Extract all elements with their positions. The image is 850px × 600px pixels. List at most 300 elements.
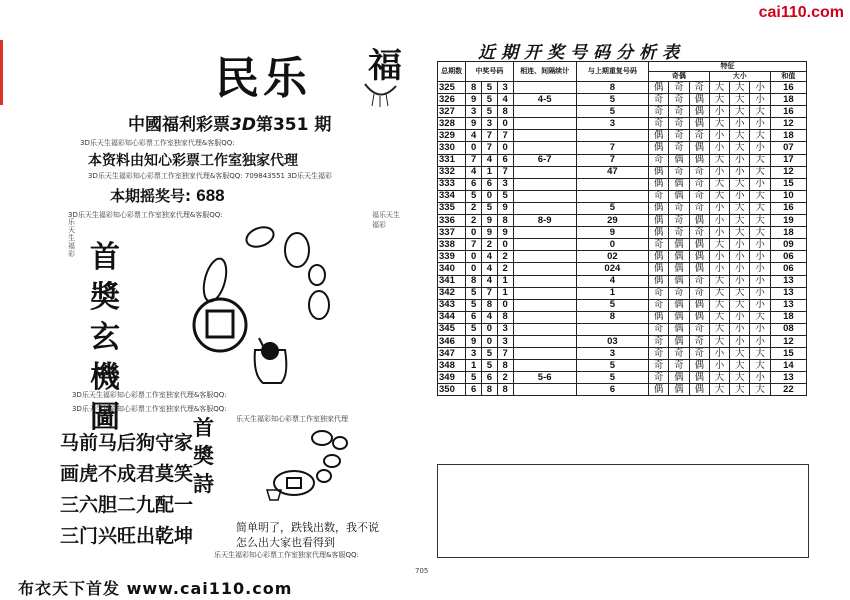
odd-even-cell: 偶 — [689, 251, 709, 263]
odd-even-cell: 偶 — [689, 299, 709, 311]
analysis-table-title: 近期开奖号码分析表 — [478, 43, 685, 63]
odd-even-cell: 偶 — [689, 142, 709, 154]
odd-even-cell: 奇 — [669, 106, 689, 118]
digit-cell: 7 — [466, 239, 482, 251]
odd-even-cell: 奇 — [669, 287, 689, 299]
digit-cell: 4 — [481, 275, 497, 287]
header-repeat: 与上期重复号码 — [576, 62, 648, 82]
poem-picture — [262, 428, 362, 508]
odd-even-cell: 偶 — [669, 299, 689, 311]
digit-cell: 2 — [466, 202, 482, 214]
table-row — [438, 106, 807, 118]
lottery-title-prefix: 中國福利彩票 — [128, 115, 230, 135]
repeat-cell: 5 — [576, 94, 648, 106]
big-small-cell: 小 — [709, 215, 729, 227]
vertical-title-char: 奬 — [90, 280, 120, 315]
big-small-cell: 大 — [750, 130, 770, 142]
table-row — [438, 94, 807, 106]
issue-cell: 344 — [438, 311, 466, 323]
odd-even-cell: 奇 — [689, 166, 709, 178]
adjacent-cell — [513, 311, 576, 323]
digit-cell: 0 — [497, 299, 513, 311]
vertical-title-char: 圖 — [90, 400, 120, 435]
table-row — [438, 360, 807, 372]
odd-even-cell: 偶 — [669, 190, 689, 202]
big-small-cell: 小 — [730, 275, 750, 287]
big-small-cell: 大 — [709, 94, 729, 106]
repeat-cell: 02 — [576, 251, 648, 263]
big-small-cell: 大 — [709, 239, 729, 251]
adjacent-cell: 5-6 — [513, 372, 576, 384]
big-small-cell: 大 — [709, 311, 729, 323]
odd-even-cell: 奇 — [648, 299, 668, 311]
adjacent-cell: 4-5 — [513, 94, 576, 106]
table-row — [438, 275, 807, 287]
digit-cell: 2 — [497, 251, 513, 263]
table-row — [438, 263, 807, 275]
digit-cell: 3 — [497, 178, 513, 190]
digit-cell: 3 — [497, 323, 513, 335]
sum-cell: 18 — [770, 227, 806, 239]
sum-cell: 13 — [770, 287, 806, 299]
digit-cell: 5 — [466, 287, 482, 299]
digit-cell: 6 — [466, 311, 482, 323]
odd-even-cell: 偶 — [648, 263, 668, 275]
empty-notes-box — [437, 464, 809, 558]
table-row — [438, 335, 807, 347]
digit-cell: 9 — [466, 94, 482, 106]
issue-cell: 330 — [438, 142, 466, 154]
odd-even-cell: 奇 — [669, 360, 689, 372]
big-small-cell: 小 — [709, 263, 729, 275]
big-small-cell: 大 — [709, 323, 729, 335]
odd-even-cell: 偶 — [648, 215, 668, 227]
odd-even-cell: 奇 — [648, 372, 668, 384]
digit-cell: 5 — [466, 299, 482, 311]
big-small-cell: 大 — [709, 299, 729, 311]
digit-cell: 3 — [497, 82, 513, 94]
odd-even-cell: 偶 — [689, 239, 709, 251]
repeat-cell: 024 — [576, 263, 648, 275]
odd-even-cell: 奇 — [669, 166, 689, 178]
adjacent-cell — [513, 239, 576, 251]
digit-cell: 0 — [466, 263, 482, 275]
adjacent-cell — [513, 275, 576, 287]
big-small-cell: 小 — [730, 251, 750, 263]
adjacent-cell — [513, 227, 576, 239]
poem-line: 马前马后狗守家 — [60, 432, 194, 454]
table-row — [438, 202, 807, 214]
odd-even-cell: 奇 — [669, 130, 689, 142]
sum-cell: 22 — [770, 384, 806, 396]
digit-cell: 2 — [497, 372, 513, 384]
bottom-brand[interactable]: 布衣天下首发 www.cai110.com — [18, 579, 293, 598]
odd-even-cell: 偶 — [648, 166, 668, 178]
sum-cell: 16 — [770, 202, 806, 214]
odd-even-cell: 奇 — [689, 190, 709, 202]
digit-cell: 5 — [497, 190, 513, 202]
odd-even-cell: 偶 — [689, 372, 709, 384]
odd-even-cell: 偶 — [648, 178, 668, 190]
issue-cell: 337 — [438, 227, 466, 239]
digit-cell: 4 — [481, 251, 497, 263]
digit-cell: 5 — [481, 202, 497, 214]
odd-even-cell: 偶 — [669, 311, 689, 323]
issue-cell: 339 — [438, 251, 466, 263]
table-row — [438, 384, 807, 396]
issue-cell: 341 — [438, 275, 466, 287]
odd-even-cell: 奇 — [689, 323, 709, 335]
sum-cell: 18 — [770, 94, 806, 106]
big-small-cell: 小 — [750, 372, 770, 384]
poem-title-char: 首 — [193, 415, 214, 440]
sum-cell: 16 — [770, 106, 806, 118]
adjacent-cell — [513, 202, 576, 214]
digit-cell: 7 — [466, 154, 482, 166]
digit-cell: 0 — [481, 323, 497, 335]
big-small-cell: 大 — [730, 106, 750, 118]
digit-cell: 1 — [497, 287, 513, 299]
poem-title-char: 奬 — [193, 443, 214, 468]
odd-even-cell: 偶 — [669, 335, 689, 347]
digit-cell: 7 — [497, 166, 513, 178]
big-small-cell: 大 — [730, 178, 750, 190]
poem-title — [193, 414, 217, 498]
digit-cell: 9 — [497, 227, 513, 239]
digit-cell: 8 — [497, 215, 513, 227]
adjacent-cell — [513, 323, 576, 335]
site-logo[interactable]: cai110.com — [758, 4, 844, 21]
adjacent-cell — [513, 106, 576, 118]
adjacent-cell — [513, 384, 576, 396]
adjacent-cell — [513, 142, 576, 154]
notice-text: 本资料由知心彩票工作室独家代理 — [88, 153, 298, 169]
odd-even-cell: 奇 — [669, 348, 689, 360]
odd-even-cell: 偶 — [669, 239, 689, 251]
odd-even-cell: 偶 — [669, 154, 689, 166]
digit-cell: 0 — [497, 118, 513, 130]
digit-cell: 0 — [466, 142, 482, 154]
odd-even-cell: 偶 — [669, 178, 689, 190]
big-small-cell: 小 — [750, 82, 770, 94]
lottery-game: 3D — [230, 115, 256, 135]
digit-cell: 9 — [466, 335, 482, 347]
odd-even-cell: 奇 — [689, 275, 709, 287]
adjacent-cell — [513, 335, 576, 347]
odd-even-cell: 偶 — [648, 311, 668, 323]
digit-cell: 5 — [481, 348, 497, 360]
draw-number-line — [110, 185, 225, 206]
odd-even-cell: 奇 — [648, 154, 668, 166]
digit-cell: 0 — [466, 227, 482, 239]
issue-cell: 328 — [438, 118, 466, 130]
big-small-cell: 大 — [750, 166, 770, 178]
digit-cell: 0 — [481, 335, 497, 347]
repeat-cell: 7 — [576, 142, 648, 154]
issue-cell: 329 — [438, 130, 466, 142]
digit-cell: 7 — [481, 142, 497, 154]
sum-cell: 13 — [770, 372, 806, 384]
odd-even-cell: 奇 — [669, 118, 689, 130]
repeat-cell: 3 — [576, 348, 648, 360]
analysis-table — [437, 61, 807, 396]
digit-cell: 5 — [481, 82, 497, 94]
big-small-cell: 小 — [750, 178, 770, 190]
digit-cell: 7 — [481, 287, 497, 299]
big-small-cell: 大 — [709, 118, 729, 130]
sum-cell: 08 — [770, 323, 806, 335]
draw-number: 688 — [196, 186, 225, 205]
left-accent-bar — [0, 40, 3, 105]
table-row — [438, 323, 807, 335]
footer-note-line: 怎么出大家也看得到 — [236, 536, 335, 549]
big-small-cell: 小 — [750, 287, 770, 299]
header-odd-even: 奇偶 — [648, 72, 709, 82]
repeat-cell: 8 — [576, 311, 648, 323]
sum-cell: 13 — [770, 299, 806, 311]
repeat-cell — [576, 178, 648, 190]
big-small-cell: 小 — [730, 323, 750, 335]
header-sum: 和值 — [770, 72, 806, 82]
contact-line-5: 3D乐天生福彩知心彩票工作室独家代理&客服QQ: — [72, 405, 227, 413]
adjacent-cell — [513, 130, 576, 142]
odd-even-cell: 奇 — [669, 82, 689, 94]
sum-cell: 12 — [770, 335, 806, 347]
vertical-title-char: 玄 — [90, 320, 120, 355]
issue-cell: 331 — [438, 154, 466, 166]
sum-cell: 12 — [770, 166, 806, 178]
sum-cell: 18 — [770, 130, 806, 142]
big-small-cell: 小 — [750, 118, 770, 130]
big-small-cell: 大 — [750, 360, 770, 372]
sum-cell: 12 — [770, 118, 806, 130]
odd-even-cell: 奇 — [669, 94, 689, 106]
odd-even-cell: 奇 — [648, 287, 668, 299]
table-row — [438, 166, 807, 178]
table-row — [438, 372, 807, 384]
repeat-cell: 9 — [576, 227, 648, 239]
digit-cell: 6 — [481, 178, 497, 190]
big-small-cell: 大 — [750, 348, 770, 360]
poem-title-char: 詩 — [193, 471, 214, 496]
repeat-cell: 0 — [576, 239, 648, 251]
issue-cell: 326 — [438, 94, 466, 106]
odd-even-cell: 奇 — [648, 335, 668, 347]
digit-cell: 0 — [481, 190, 497, 202]
big-small-cell: 大 — [730, 348, 750, 360]
big-small-cell: 小 — [750, 275, 770, 287]
issue-cell: 348 — [438, 360, 466, 372]
odd-even-cell: 偶 — [648, 275, 668, 287]
digit-cell: 3 — [497, 335, 513, 347]
big-small-cell: 小 — [730, 190, 750, 202]
big-small-cell: 小 — [750, 323, 770, 335]
sum-cell: 17 — [770, 154, 806, 166]
digit-cell: 0 — [466, 251, 482, 263]
poem — [60, 428, 193, 552]
issue-cell: 342 — [438, 287, 466, 299]
big-small-cell: 小 — [709, 227, 729, 239]
odd-even-cell: 奇 — [648, 239, 668, 251]
big-small-cell: 大 — [730, 299, 750, 311]
issue-cell: 345 — [438, 323, 466, 335]
digit-cell: 9 — [481, 215, 497, 227]
big-small-cell: 大 — [750, 106, 770, 118]
odd-even-cell: 偶 — [689, 118, 709, 130]
table-row — [438, 287, 807, 299]
big-small-cell: 小 — [709, 202, 729, 214]
table-row — [438, 118, 807, 130]
big-small-cell: 小 — [750, 239, 770, 251]
adjacent-cell: 8-9 — [513, 215, 576, 227]
digit-cell: 9 — [497, 202, 513, 214]
issue-cell: 346 — [438, 335, 466, 347]
big-small-cell: 小 — [730, 335, 750, 347]
digit-cell: 5 — [481, 94, 497, 106]
header-adjacent: 相连、间隔续计 — [513, 62, 576, 82]
repeat-cell: 5 — [576, 299, 648, 311]
vertical-title-char: 機 — [90, 360, 120, 395]
adjacent-cell — [513, 299, 576, 311]
repeat-cell: 5 — [576, 360, 648, 372]
fu-tassel-decoration — [360, 80, 400, 108]
repeat-cell — [576, 190, 648, 202]
digit-cell: 4 — [497, 94, 513, 106]
digit-cell: 4 — [481, 263, 497, 275]
odd-even-cell: 奇 — [689, 82, 709, 94]
repeat-cell: 5 — [576, 372, 648, 384]
table-row — [438, 142, 807, 154]
digit-cell: 7 — [481, 130, 497, 142]
lottery-issue: 第351 期 — [255, 115, 332, 135]
sum-cell: 14 — [770, 360, 806, 372]
odd-even-cell: 奇 — [669, 227, 689, 239]
odd-even-cell: 偶 — [689, 106, 709, 118]
big-small-cell: 小 — [730, 239, 750, 251]
table-row — [438, 239, 807, 251]
contact-line-3: 3D乐天生福彩知心彩票工作室独家代理&客服QQ: — [68, 211, 223, 219]
odd-even-cell: 奇 — [669, 202, 689, 214]
odd-even-cell: 奇 — [648, 118, 668, 130]
digit-cell: 9 — [481, 227, 497, 239]
table-row — [438, 154, 807, 166]
footer-note — [236, 520, 379, 550]
digit-cell: 2 — [466, 215, 482, 227]
issue-cell: 334 — [438, 190, 466, 202]
issue-cell: 347 — [438, 348, 466, 360]
table-row — [438, 215, 807, 227]
odd-even-cell: 奇 — [669, 215, 689, 227]
repeat-cell: 47 — [576, 166, 648, 178]
table-row — [438, 178, 807, 190]
digit-cell: 4 — [466, 166, 482, 178]
header-issue: 总期数 — [438, 62, 466, 82]
big-small-cell: 大 — [730, 82, 750, 94]
big-small-cell: 大 — [730, 227, 750, 239]
odd-even-cell: 偶 — [689, 384, 709, 396]
odd-even-cell: 奇 — [648, 190, 668, 202]
digit-cell: 5 — [466, 190, 482, 202]
big-small-cell: 小 — [709, 106, 729, 118]
big-small-cell: 大 — [730, 130, 750, 142]
big-small-cell: 大 — [709, 178, 729, 190]
digit-cell: 8 — [466, 82, 482, 94]
odd-even-cell: 奇 — [689, 178, 709, 190]
sum-cell: 06 — [770, 263, 806, 275]
big-small-cell: 小 — [730, 311, 750, 323]
big-small-cell: 小 — [750, 251, 770, 263]
adjacent-cell — [513, 251, 576, 263]
sum-cell: 19 — [770, 215, 806, 227]
adjacent-cell — [513, 263, 576, 275]
odd-even-cell: 偶 — [689, 263, 709, 275]
issue-cell: 333 — [438, 178, 466, 190]
small-contact: 乐天生福彩知心彩票工作室独家代理 — [236, 415, 348, 423]
digit-cell: 7 — [497, 348, 513, 360]
sum-cell: 16 — [770, 82, 806, 94]
issue-cell: 349 — [438, 372, 466, 384]
digit-cell: 1 — [497, 275, 513, 287]
issue-cell: 338 — [438, 239, 466, 251]
big-small-cell: 大 — [750, 311, 770, 323]
odd-even-cell: 奇 — [689, 227, 709, 239]
table-row — [438, 348, 807, 360]
digit-cell: 3 — [481, 118, 497, 130]
repeat-cell: 7 — [576, 154, 648, 166]
contact-line-4: 3D乐天生福彩知心彩票工作室独家代理&客服QQ: — [72, 391, 227, 399]
big-small-cell: 大 — [730, 384, 750, 396]
table-row — [438, 311, 807, 323]
contact-line-1: 3D乐天生福彩知心彩票工作室独家代理&客服QQ: — [80, 139, 235, 147]
digit-cell: 6 — [497, 154, 513, 166]
table-row — [438, 299, 807, 311]
header-features: 特征 — [648, 62, 806, 72]
digit-cell: 0 — [497, 239, 513, 251]
big-small-cell: 大 — [730, 215, 750, 227]
odd-even-cell: 奇 — [689, 335, 709, 347]
footer-contact: 乐天生福彩知心彩票工作室独家代理&客服QQ: — [214, 551, 359, 559]
big-small-cell: 小 — [730, 118, 750, 130]
big-small-cell: 大 — [730, 287, 750, 299]
digit-cell: 8 — [497, 360, 513, 372]
adjacent-cell — [513, 178, 576, 190]
big-small-cell: 大 — [709, 372, 729, 384]
big-small-cell: 大 — [730, 142, 750, 154]
repeat-cell — [576, 130, 648, 142]
issue-cell: 335 — [438, 202, 466, 214]
odd-even-cell: 奇 — [648, 360, 668, 372]
odd-even-cell: 偶 — [689, 311, 709, 323]
odd-even-cell: 奇 — [689, 130, 709, 142]
big-small-cell: 大 — [730, 360, 750, 372]
adjacent-cell — [513, 360, 576, 372]
digit-cell: 8 — [497, 384, 513, 396]
big-small-cell: 大 — [750, 384, 770, 396]
digit-cell: 5 — [481, 360, 497, 372]
digit-cell: 6 — [466, 384, 482, 396]
odd-even-cell: 奇 — [669, 142, 689, 154]
big-small-cell: 大 — [709, 190, 729, 202]
digit-cell: 6 — [481, 372, 497, 384]
digit-cell: 8 — [466, 275, 482, 287]
issue-cell: 336 — [438, 215, 466, 227]
table-row — [438, 130, 807, 142]
digit-cell: 8 — [497, 311, 513, 323]
table-row — [438, 227, 807, 239]
vertical-title-char: 首 — [90, 240, 120, 275]
repeat-cell: 4 — [576, 275, 648, 287]
table-row — [438, 82, 807, 94]
